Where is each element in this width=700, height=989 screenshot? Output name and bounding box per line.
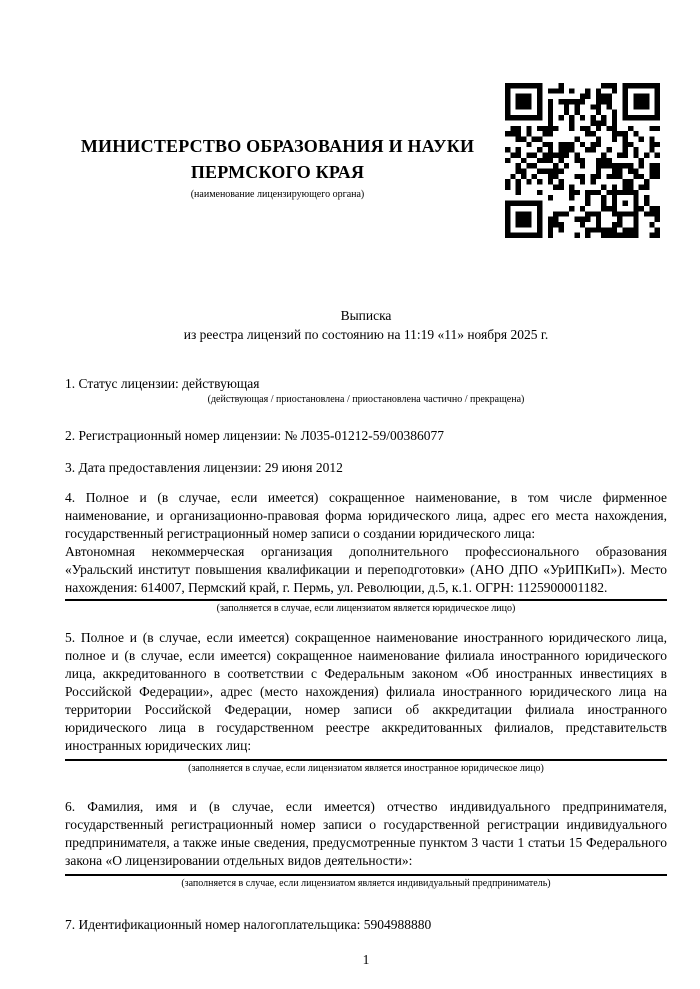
ministry-name-line2: ПЕРМСКОГО КРАЯ bbox=[190, 162, 365, 182]
entrepreneur-blank-field bbox=[65, 870, 667, 876]
ministry-header bbox=[65, 0, 490, 202]
legal-entity-intro: 4. Полное и (в случае, если имеется) сокращенное наименование, в том числе фирменное наименование, и организационно-правовая форма юридического лица, адрес его места нахождения, государственный регистрационный номер записи о создании юридического лица: bbox=[65, 490, 667, 541]
registration-number-line: 2. Регистрационный номер лицензии: № Л035-01212-59/00386077 bbox=[65, 428, 445, 443]
license-status-line: 1. Статус лицензии: действующая bbox=[65, 376, 260, 391]
foreign-entity-blank-field bbox=[65, 755, 667, 761]
document-title-line1: Выписка bbox=[340, 308, 392, 323]
grant-date-line: 3. Дата предоставления лицензии: 29 июня 2012 bbox=[65, 460, 343, 475]
entrepreneur-intro: 6. Фамилия, имя и (в случае, если имеется) отчество индивидуального предпринимателя, государственный регистрационный номер записи о государственной регистрации индивидуального предпринимателя, а также иные сведения, предусмотренные пунктом 3 части 1 статьи 15 Федерального закона «О лицензировании отдельных видов деятельности»: bbox=[65, 799, 667, 868]
taxpayer-number-line: 7. Идентификационный номер налогоплательщика: 5904988880 bbox=[65, 917, 432, 932]
foreign-entity-caption: (заполняется в случае, если лицензиатом является иностранное юридическое лицо) bbox=[188, 763, 544, 774]
legal-entity-caption: (заполняется в случае, если лицензиатом является юридическое лицо) bbox=[216, 603, 516, 614]
entrepreneur-caption: (заполняется в случае, если лицензиатом является индивидуальный предприниматель) bbox=[181, 878, 551, 889]
page-number: 1 bbox=[362, 952, 370, 967]
document-title bbox=[65, 306, 667, 344]
ministry-name-line1: МИНИСТЕРСТВО ОБРАЗОВАНИЯ И НАУКИ bbox=[80, 136, 475, 156]
ministry-caption: (наименование лицензирующего органа) bbox=[190, 189, 365, 200]
foreign-entity-intro: 5. Полное и (в случае, если имеется) сокращенное наименование иностранного юридического лица, полное и (в случае, если имеется) сокращенное наименование филиала иностранного юридического лица, аккредитованного в соответствии с Федеральным законом «Об иностранных инвестициях в Российской Федерации», адрес (место нахождения) филиала иностранного юридического лица на территории Российской Федерации, номер записи об аккредитации филиала иностранного юридического лица в государственном реестре аккредитованных филиалов, представительств иностранных юридических лиц: bbox=[65, 630, 667, 753]
license-status-caption: (действующая / приостановлена / приостановлена частично / прекращена) bbox=[207, 394, 525, 405]
legal-entity-value: Автономная некоммерческая организация дополнительного профессионального образования «Уральский институт повышения квалификации и переподготовки» (АНО ДПО «УрИПКиП»). Место нахождения: 614007, Пермский край, г. Пермь, ул. Революции, д.5, к.1. ОГРН: 1125900001182. bbox=[65, 543, 667, 601]
document-title-line2: из реестра лицензий по состоянию на 11:19 «11» ноября 2025 г. bbox=[183, 327, 549, 342]
qr-code-icon bbox=[505, 83, 660, 238]
